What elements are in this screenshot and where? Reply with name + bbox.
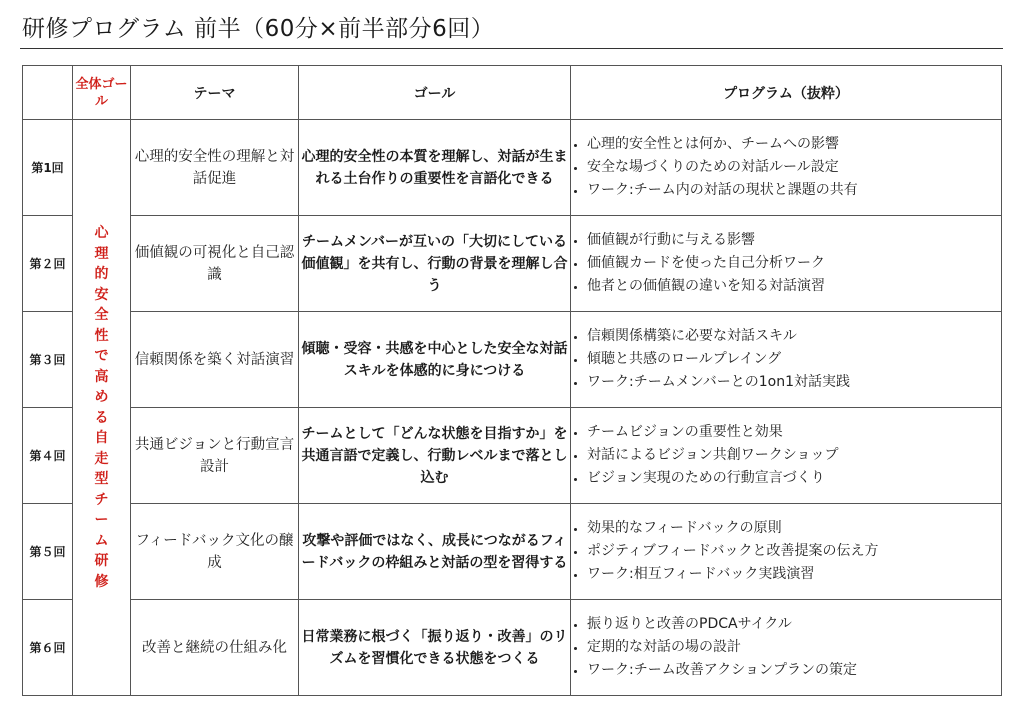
page-title: 研修プログラム 前半（60分×前半部分6回） <box>22 16 495 42</box>
theme-cell: 信頼関係を築く対話演習 <box>131 312 299 408</box>
program-table <box>22 65 1002 696</box>
program-item: • ビジョン実現のための行動宣言づくり <box>587 467 1001 490</box>
program-cell <box>571 600 1002 696</box>
program-list <box>571 421 1001 490</box>
theme-cell: 心理的安全性の理解と対話促進 <box>131 120 299 216</box>
program-list <box>571 229 1001 298</box>
program-item: • ワーク:チーム内の対話の現状と課題の共有 <box>587 179 1001 202</box>
header-row <box>23 66 1002 120</box>
program-item: • 心理的安全性とは何か、チームへの影響 <box>587 133 1001 156</box>
theme-cell: 共通ビジョンと行動宣言設計 <box>131 408 299 504</box>
program-item: • ポジティブフィードバックと改善提案の伝え方 <box>587 540 1001 563</box>
header-overall-goal: 全体ゴール <box>73 66 131 120</box>
title-divider <box>20 48 1003 49</box>
table-row <box>23 504 1002 600</box>
overall-goal-text: 心理的安全性で高める自走型チーム研修 <box>94 225 109 590</box>
program-item: • 他者との価値観の違いを知る対話演習 <box>587 275 1001 298</box>
goal-cell: チームメンバーが互いの「大切にしている価値観」を共有し、行動の背景を理解し合う <box>299 216 571 312</box>
program-item: • 対話によるビジョン共創ワークショップ <box>587 444 1001 467</box>
program-item: • 傾聴と共感のロールプレイング <box>587 348 1001 371</box>
program-list <box>571 517 1001 586</box>
theme-cell: 改善と継続の仕組み化 <box>131 600 299 696</box>
table-row <box>23 120 1002 216</box>
program-item: • 振り返りと改善のPDCAサイクル <box>587 613 1001 636</box>
program-item: • 定期的な対話の場の設計 <box>587 636 1001 659</box>
session-label: 第６回 <box>23 600 73 696</box>
program-item: • 信頼関係構築に必要な対話スキル <box>587 325 1001 348</box>
session-label: 第３回 <box>23 312 73 408</box>
table-row <box>23 216 1002 312</box>
session-label: 第４回 <box>23 408 73 504</box>
program-list <box>571 325 1001 394</box>
header-session <box>23 66 73 120</box>
program-item: • 価値観カードを使った自己分析ワーク <box>587 252 1001 275</box>
program-item: • 効果的なフィードバックの原則 <box>587 517 1001 540</box>
header-goal: ゴール <box>299 66 571 120</box>
program-list <box>571 133 1001 202</box>
goal-cell: 攻撃や評価ではなく、成長につながるフィードバックの枠組みと対話の型を習得する <box>299 504 571 600</box>
header-theme: テーマ <box>131 66 299 120</box>
goal-cell: 日常業務に根づく「振り返り・改善」のリズムを習慣化できる状態をつくる <box>299 600 571 696</box>
program-cell <box>571 312 1002 408</box>
program-item: • チームビジョンの重要性と効果 <box>587 421 1001 444</box>
goal-cell: チームとして「どんな状態を目指すか」を共通言語で定義し、行動レベルまで落とし込む <box>299 408 571 504</box>
program-list <box>571 613 1001 682</box>
program-cell <box>571 504 1002 600</box>
table-row <box>23 408 1002 504</box>
session-label: 第２回 <box>23 216 73 312</box>
table-row <box>23 312 1002 408</box>
theme-cell: 価値観の可視化と自己認識 <box>131 216 299 312</box>
goal-cell: 傾聴・受容・共感を中心とした安全な対話スキルを体感的に身につける <box>299 312 571 408</box>
program-cell <box>571 216 1002 312</box>
program-cell <box>571 120 1002 216</box>
program-item: • ワーク:チームメンバーとの1on1対話実践 <box>587 371 1001 394</box>
session-label: 第５回 <box>23 504 73 600</box>
goal-cell: 心理的安全性の本質を理解し、対話が生まれる土台作りの重要性を言語化できる <box>299 120 571 216</box>
table-row <box>23 600 1002 696</box>
program-item: • 安全な場づくりのための対話ルール設定 <box>587 156 1001 179</box>
program-item: • ワーク:相互フィードバック実践演習 <box>587 563 1001 586</box>
theme-cell: フィードバック文化の醸成 <box>131 504 299 600</box>
program-item: • 価値観が行動に与える影響 <box>587 229 1001 252</box>
overall-goal-cell <box>73 120 131 696</box>
header-program: プログラム（抜粋） <box>571 66 1002 120</box>
session-label: 第1回 <box>23 120 73 216</box>
program-item: • ワーク:チーム改善アクションプランの策定 <box>587 659 1001 682</box>
program-cell <box>571 408 1002 504</box>
